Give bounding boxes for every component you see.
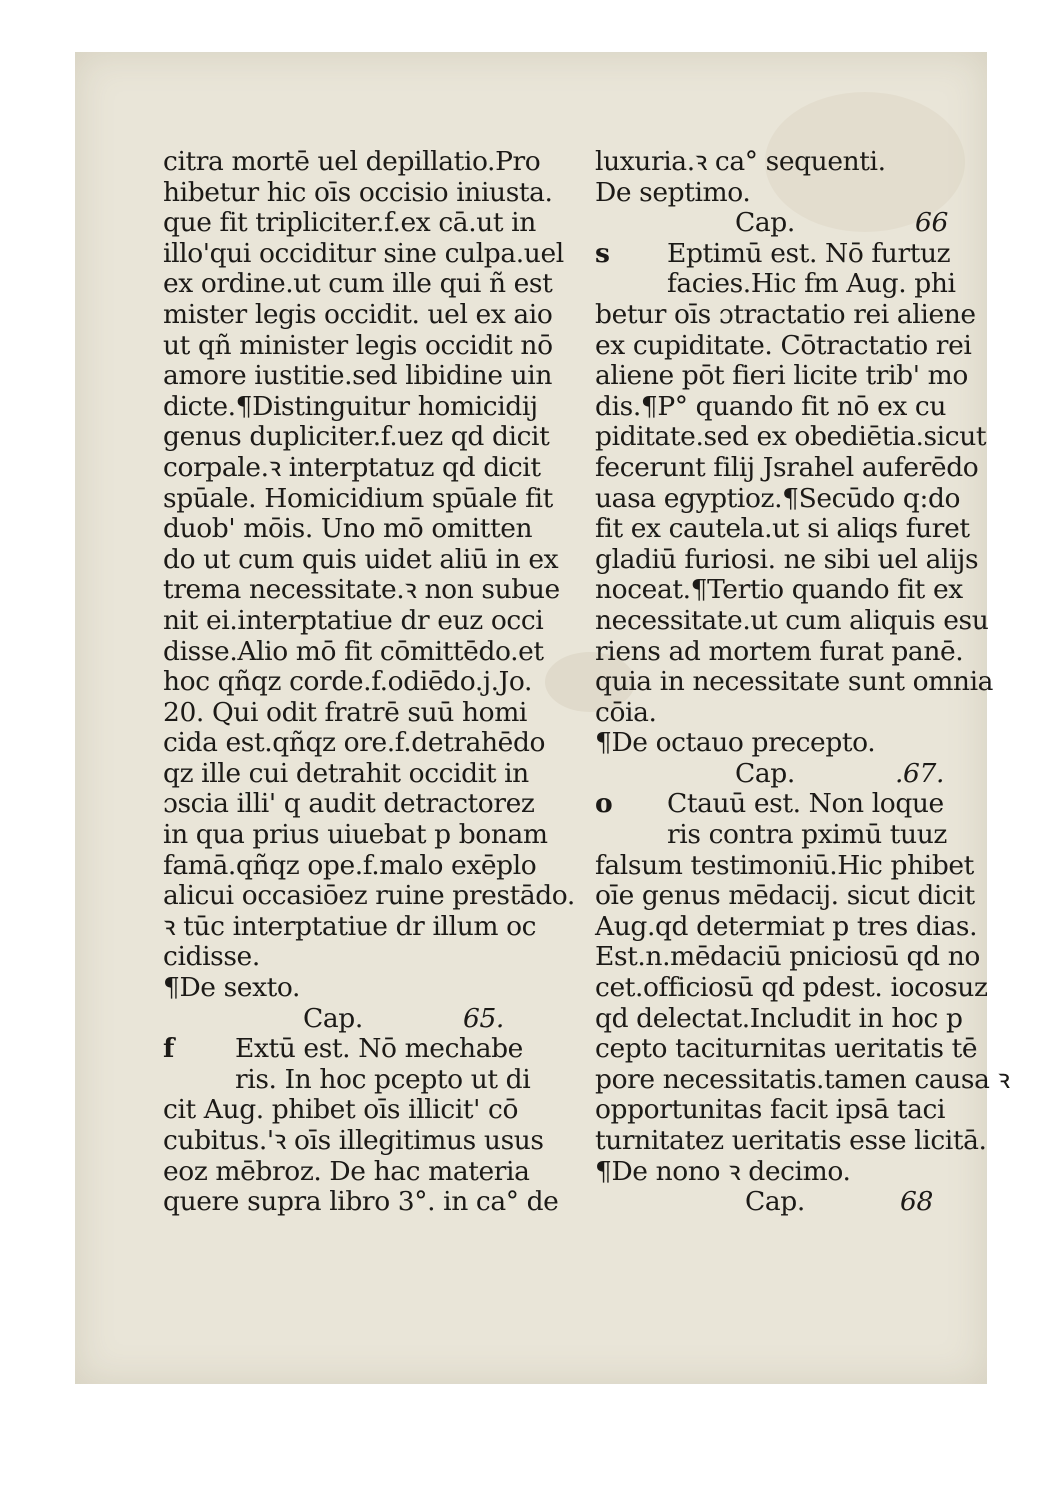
text-line: Extū est. Nō mechabe <box>235 1033 523 1065</box>
text-line: cubitus.'ꝛ oīs illegitimus usus <box>163 1125 544 1156</box>
text-line: luxuria.ꝛ ca° sequenti. <box>595 146 886 177</box>
text-line: qd delectat.Includit in hoc p <box>595 1002 963 1034</box>
text-line: turnitatez ueritatis esse licitā. <box>595 1125 987 1156</box>
text-line: Aug.qd determiat p tres dias. <box>595 910 978 942</box>
text-line: cepto taciturnitas ueritatis tē <box>595 1033 978 1065</box>
text-line: spūale. Homicidium spūale fit <box>163 482 553 514</box>
chapter-heading <box>595 759 955 790</box>
text-line: illo'qui occiditur sine culpa.uel <box>163 237 564 269</box>
text-line: falsum testimoniū.Hic phibet <box>595 849 974 881</box>
chapter-number: 65. <box>463 1002 504 1034</box>
text-line: aliene pōt fieri licite trib' mo <box>595 360 968 392</box>
text-line: ex ordine.ut cum ille qui ñ est <box>163 268 553 300</box>
text-line: genus dupliciter.f.uez qd dicit <box>163 421 550 453</box>
text-line: ut qñ minister legis occidit nō <box>163 329 553 361</box>
chapter-heading <box>595 1187 955 1218</box>
text-line: disse.Alio mō fit cōmittēdo.et <box>163 635 544 667</box>
chapter-number: 66 <box>915 207 948 239</box>
chapter-heading <box>595 208 955 239</box>
chapter-label: Cap. <box>303 1002 363 1034</box>
text-line: duob' mōis. Uno mō omitten <box>163 513 533 545</box>
text-line: cidisse. <box>163 941 260 973</box>
chapter-label: Cap. <box>745 1186 805 1218</box>
text-line: fit ex cautela.ut si aliqs furet <box>595 513 970 545</box>
text-line: fecerunt filij Jsrahel auferēdo <box>595 451 979 483</box>
text-line: ꝛ tūc interptatiue dr illum oc <box>163 910 537 942</box>
text-line: ¶De octauo precepto. <box>595 727 876 759</box>
chapter-label: Cap. <box>735 757 795 789</box>
text-line: noceat.¶Tertio quando fit ex <box>595 574 963 606</box>
text-line: cōia. <box>595 696 657 728</box>
text-line: gladiū furiosi. ne sibi uel alijs <box>595 543 979 575</box>
text-line: Est.n.mēdaciū pniciosū qd no <box>595 941 980 973</box>
chapter-number: .67. <box>895 757 944 789</box>
text-line: pore necessitatis.tamen causa ꝛ <box>595 1063 1010 1095</box>
book-page <box>75 52 1010 1384</box>
text-line: Eptimū est. Nō furtuz <box>667 237 951 269</box>
text-line: do ut cum quis uidet aliū in ex <box>163 543 559 575</box>
text-line: quere supra libro 3°. in ca° de <box>163 1186 559 1218</box>
text-line: riens ad mortem furat panē. <box>595 635 964 667</box>
text-line: famā.qñqz ope.f.malo exēplo <box>163 849 537 881</box>
text-line: in qua prius uiuebat p bonam <box>163 819 548 851</box>
text-line: Ctauū est. Non loque <box>667 788 944 820</box>
guide-letter: f <box>163 1033 174 1065</box>
chapter-number: 68 <box>900 1186 933 1218</box>
guide-letter: o <box>595 788 613 820</box>
text-line: ¶De sexto. <box>163 972 301 1004</box>
text-line: trema necessitate.ꝛ non subue <box>163 574 560 606</box>
text-line: oīe genus mēdacij. sicut dicit <box>595 880 975 912</box>
text-line: cit Aug. phibet oīs illicit' cō <box>163 1094 519 1126</box>
chapter-label: Cap. <box>735 207 795 239</box>
text-line: betur oīs ɔtractatio rei aliene <box>595 298 976 330</box>
text-line: corpale.ꝛ interptatuz qd dicit <box>163 451 541 483</box>
text-line: amore iustitie.sed libidine uin <box>163 360 553 392</box>
text-line: uasa egyptioz.¶Secūdo q:do <box>595 482 961 514</box>
text-line: que fit tripliciter.f.ex cā.ut in <box>163 207 536 239</box>
text-line: 20. Qui odit fratrē suū homi <box>163 696 528 728</box>
text-line: ris. In hoc pcepto ut di <box>235 1063 531 1095</box>
text-line: ex cupiditate. Cōtractatio rei <box>595 329 972 361</box>
text-line: opportunitas facit ipsā taci <box>595 1094 946 1126</box>
guide-letter: s <box>595 237 610 269</box>
right-column <box>595 146 1010 1218</box>
text-line: ɔscia illi' q audit detractorez <box>163 788 535 820</box>
text-line: piditate.sed ex obediētia.sicut <box>595 421 987 453</box>
text-line: dis.¶P° quando fit nō ex cu <box>595 390 947 422</box>
initial-line <box>163 1063 531 1096</box>
text-line: alicui occasiōez ruine prestādo. <box>163 880 575 912</box>
text-line: hoc qñqz corde.f.odiēdo.j.Jo. <box>163 666 533 698</box>
text-line: qz ille cui detrahit occidit in <box>163 757 529 789</box>
initial-line <box>595 789 955 820</box>
text-line: nit ei.interptatiue dr euz occi <box>163 604 544 636</box>
text-line: citra mortē uel depillatio.Pro <box>163 146 541 177</box>
text-line: De septimo. <box>595 176 751 208</box>
text-line: necessitate.ut cum aliquis esu <box>595 604 989 636</box>
initial-line <box>163 1034 523 1065</box>
text-line: dicte.¶Distinguitur homicidij <box>163 390 538 422</box>
text-line: eoz mēbroz. De hac materia <box>163 1155 530 1187</box>
initial-line <box>595 820 955 851</box>
text-line: facies.Hic fm Aug. phi <box>667 268 956 300</box>
left-column <box>163 146 575 1218</box>
text-line: cet.officiosū qd pdest. iocosuz <box>595 972 988 1004</box>
chapter-heading <box>163 1004 523 1035</box>
text-line: mister legis occidit. uel ex aio <box>163 298 553 330</box>
text-line: quia in necessitate sunt omnia <box>595 666 994 698</box>
text-line: hibetur hic oīs occisio iniusta. <box>163 176 553 208</box>
text-line: cida est.qñqz ore.f.detrahēdo <box>163 727 546 759</box>
initial-line <box>595 239 955 270</box>
text-line: ¶De nono ꝛ decimo. <box>595 1155 851 1187</box>
initial-line <box>595 269 955 300</box>
text-line: ris contra pximū tuuz <box>667 819 947 851</box>
